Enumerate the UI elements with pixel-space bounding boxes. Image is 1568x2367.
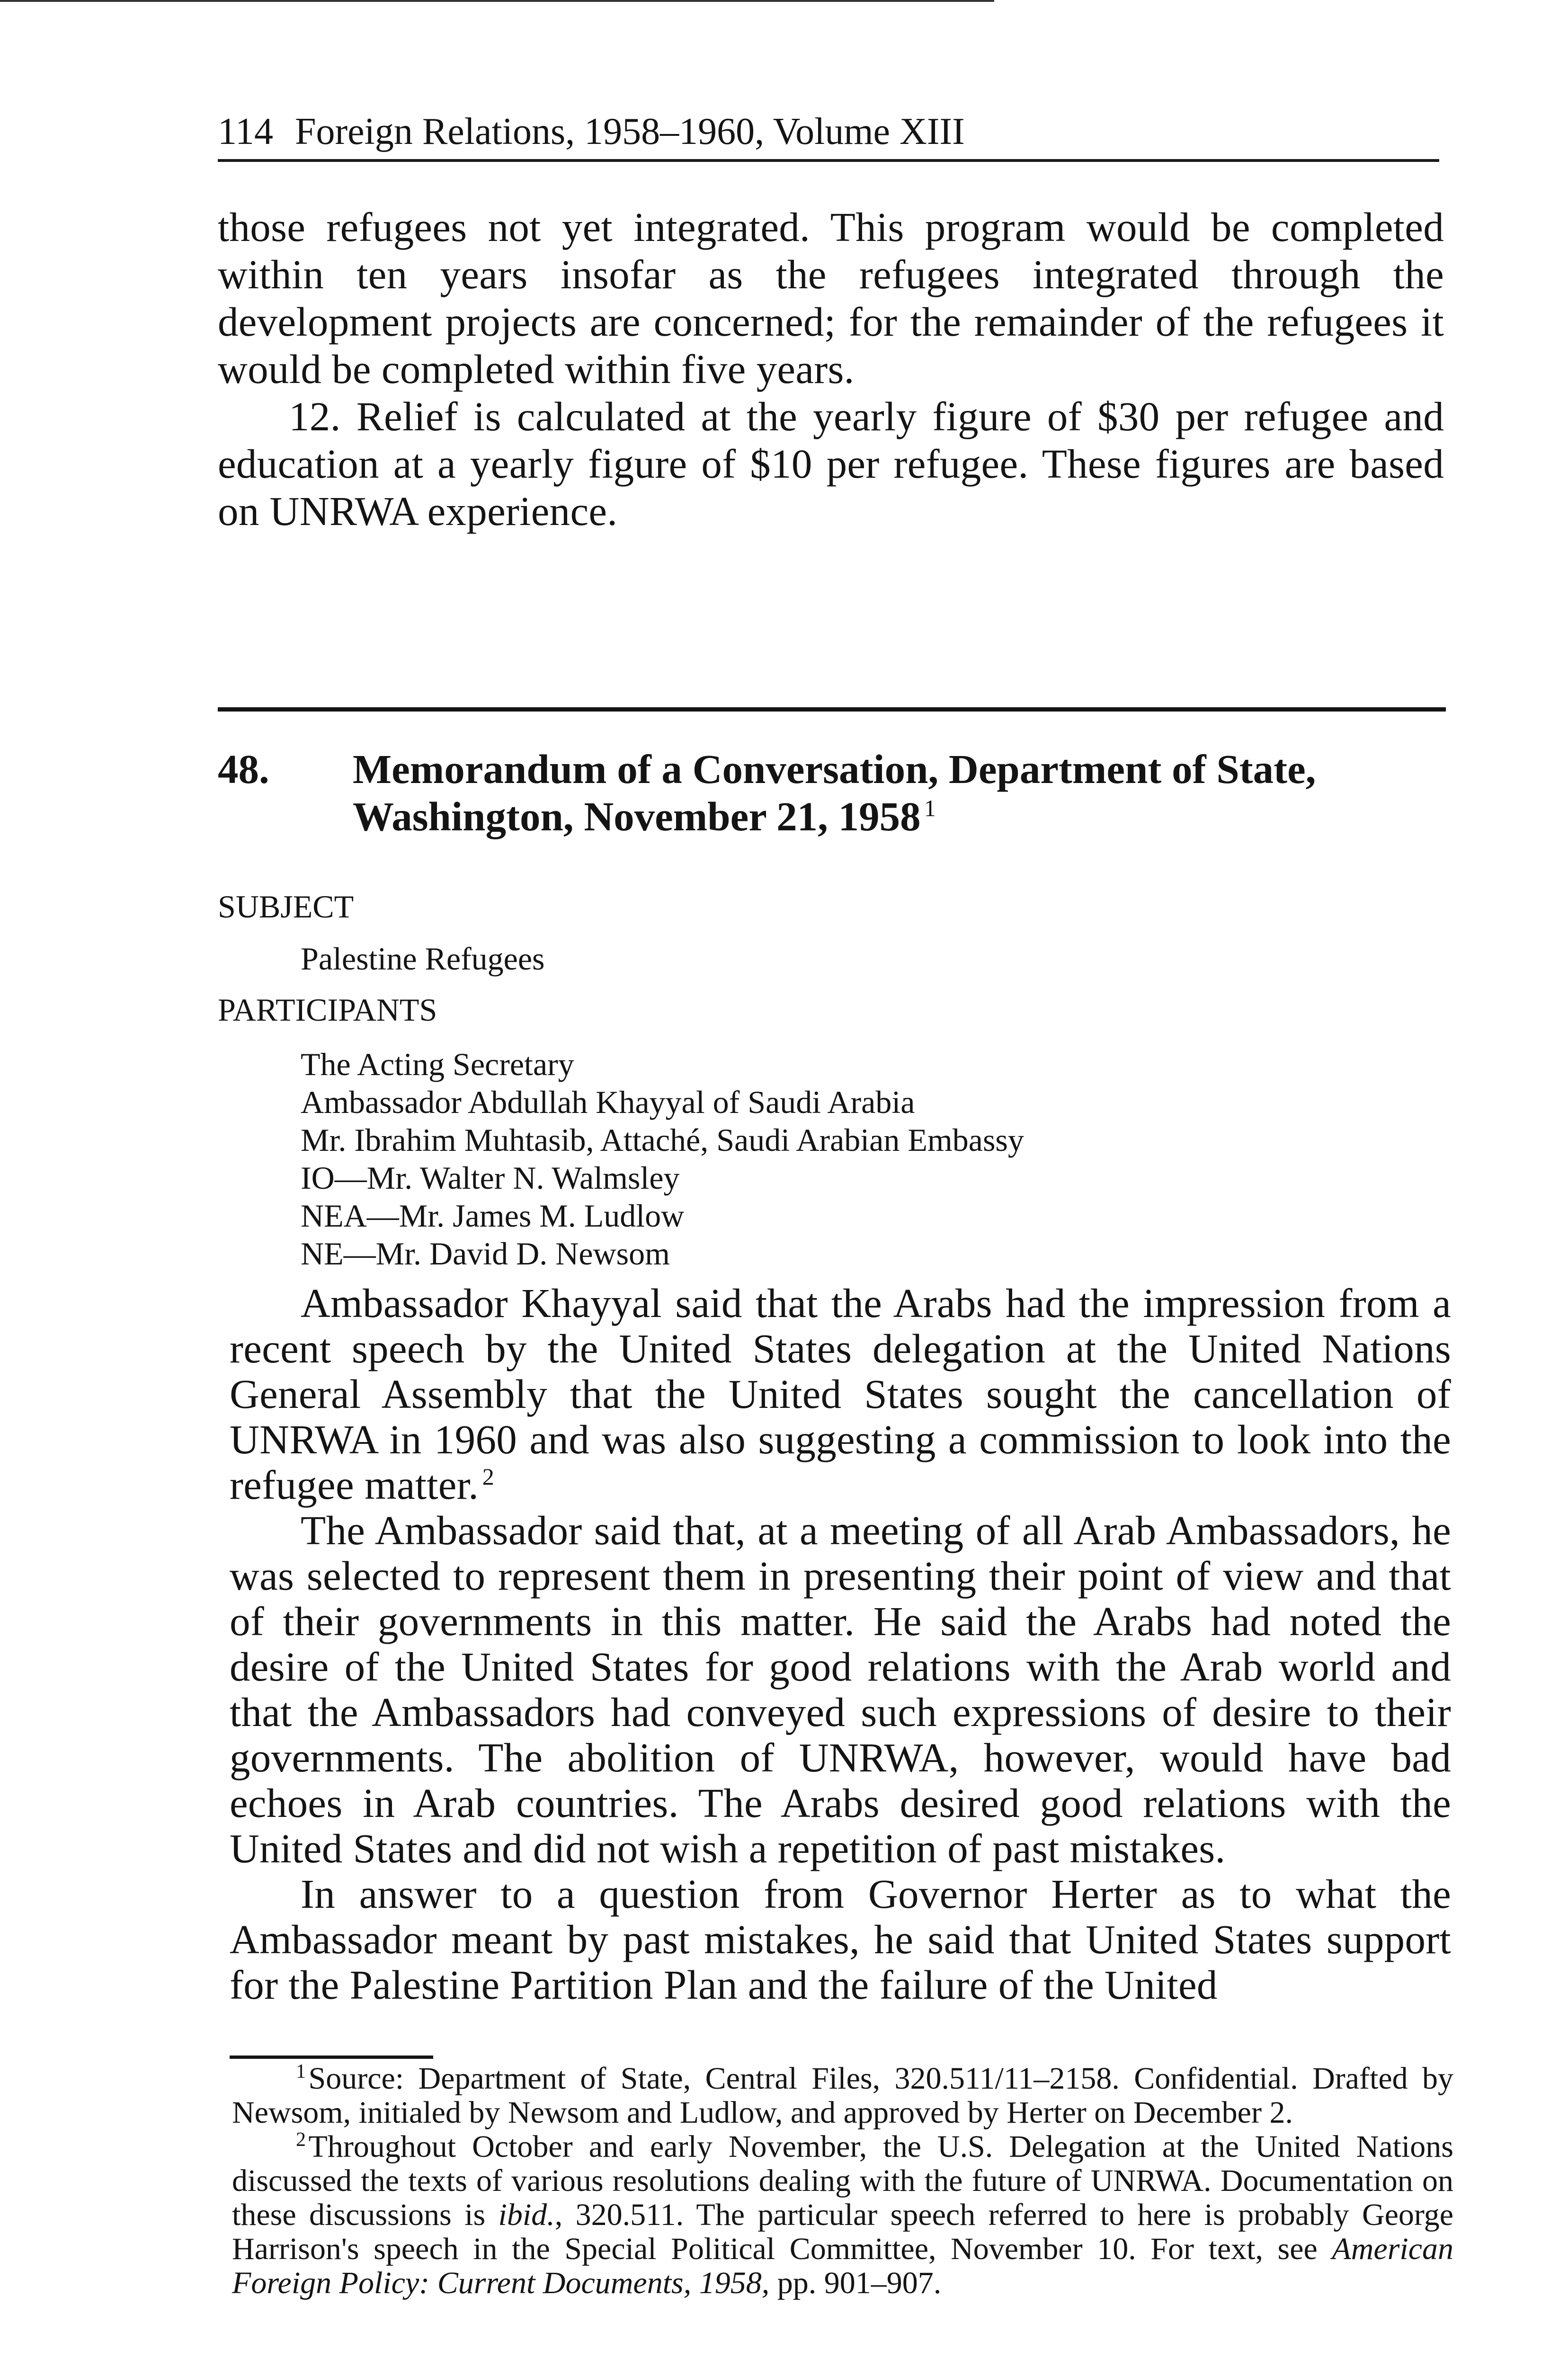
- footnote-ref: 1: [924, 795, 936, 821]
- scan-edge-line: [0, 0, 994, 2]
- document-title-text: Memorandum of a Conversation, Department of State, Washington, November 21, 1958: [353, 746, 1316, 839]
- document-title: [353, 746, 1442, 840]
- footnote-divider: [230, 2056, 433, 2059]
- footnote-text: pp. 901–907.: [777, 2266, 942, 2300]
- participant-item: IO—Mr. Walter N. Walmsley: [301, 1160, 680, 1196]
- paragraph-text: Ambassador Khayyal said that the Arabs had the impression from a recent speech by the United States delegation at the United Nations General Assembly that the United States sought the cancellation of UNRWA in 1960 and was also suggesting a commission to look into the refugee matter.: [230, 1280, 1451, 1508]
- previous-document-text: [218, 204, 1444, 535]
- participant-item: NE—Mr. David D. Newsom: [301, 1236, 670, 1272]
- paragraph: 12. Relief is calculated at the yearly figure of $30 per refugee and education at a yearly figure of $10 per refugee. These figures are based on UNRWA experience.: [218, 393, 1444, 534]
- volume-title: Foreign Relations, 1958–1960, Volume XIII: [295, 111, 965, 152]
- participant-item: Ambassador Abdullah Khayyal of Saudi Arabia: [301, 1084, 915, 1120]
- footnote-text: Source: Department of State, Central Files, 320.511/11–2158. Confidential. Drafted by Newsom, initialed by Newsom and Ludlow, and approved by Herter on December 2.: [232, 2061, 1453, 2130]
- participants-label: PARTICIPANTS: [218, 992, 437, 1028]
- running-header: [218, 108, 1439, 162]
- footnote-publication-title: American Foreign Policy: Current Documents, 1958,: [232, 2232, 1454, 2300]
- participant-item: Mr. Ibrahim Muhtasib, Attaché, Saudi Arabian Embassy: [301, 1122, 1024, 1158]
- footnote-ref: 2: [482, 1463, 495, 1490]
- document-number: 48.: [218, 746, 269, 792]
- page-number: 114: [218, 111, 274, 152]
- footnote-marker: 1: [296, 2061, 306, 2082]
- footnote-2: [232, 2130, 1453, 2300]
- participant-item: NEA—Mr. James M. Ludlow: [301, 1198, 685, 1234]
- paragraph: those refugees not yet integrated. This program would be completed within ten years insofar as the refugees integrated through the development projects are concerned; for the remainder of the refugees it would be completed within five years.: [218, 204, 1444, 392]
- footnote-ibid: ibid.: [498, 2198, 555, 2232]
- footnote-text: , 320.511. The particular speech referred to here is probably George Harrison's speech in the Special Political Committee, November 10. For text, see: [232, 2198, 1453, 2266]
- footnote-text: Throughout October and early November, the U.S. Delegation at the United Nations discussed the texts of various resolutions dealing with the future of UNRWA. Documentation on these discussions is: [232, 2129, 1453, 2232]
- section-divider: [218, 707, 1446, 712]
- subject-label: SUBJECT: [218, 889, 354, 925]
- footnote-1: [232, 2062, 1453, 2130]
- footnote-marker: 2: [296, 2129, 306, 2151]
- paragraph: In answer to a question from Governor Herter as to what the Ambassador meant by past mistakes, he said that United States support for the Palestine Partition Plan and the failure of the United: [230, 1871, 1451, 2008]
- footnotes: [232, 2062, 1453, 2300]
- participants-list: [301, 1045, 1024, 1272]
- paragraph: The Ambassador said that, at a meeting of all Arab Ambassadors, he was selected to represent them in presenting their point of view and that of their governments in this matter. He said the Arabs had noted the desire of the United States for good relations with the Arab world and that the Ambassadors had conveyed such expressions of desire to their governments. The abolition of UNRWA, however, would have bad echoes in Arab countries. The Arabs desired good relations with the United States and did not wish a repetition of past mistakes.: [230, 1507, 1451, 1871]
- subject-value: Palestine Refugees: [301, 941, 545, 977]
- participant-item: The Acting Secretary: [301, 1046, 574, 1082]
- paragraph: [230, 1281, 1451, 1508]
- memorandum-body: [230, 1281, 1451, 2008]
